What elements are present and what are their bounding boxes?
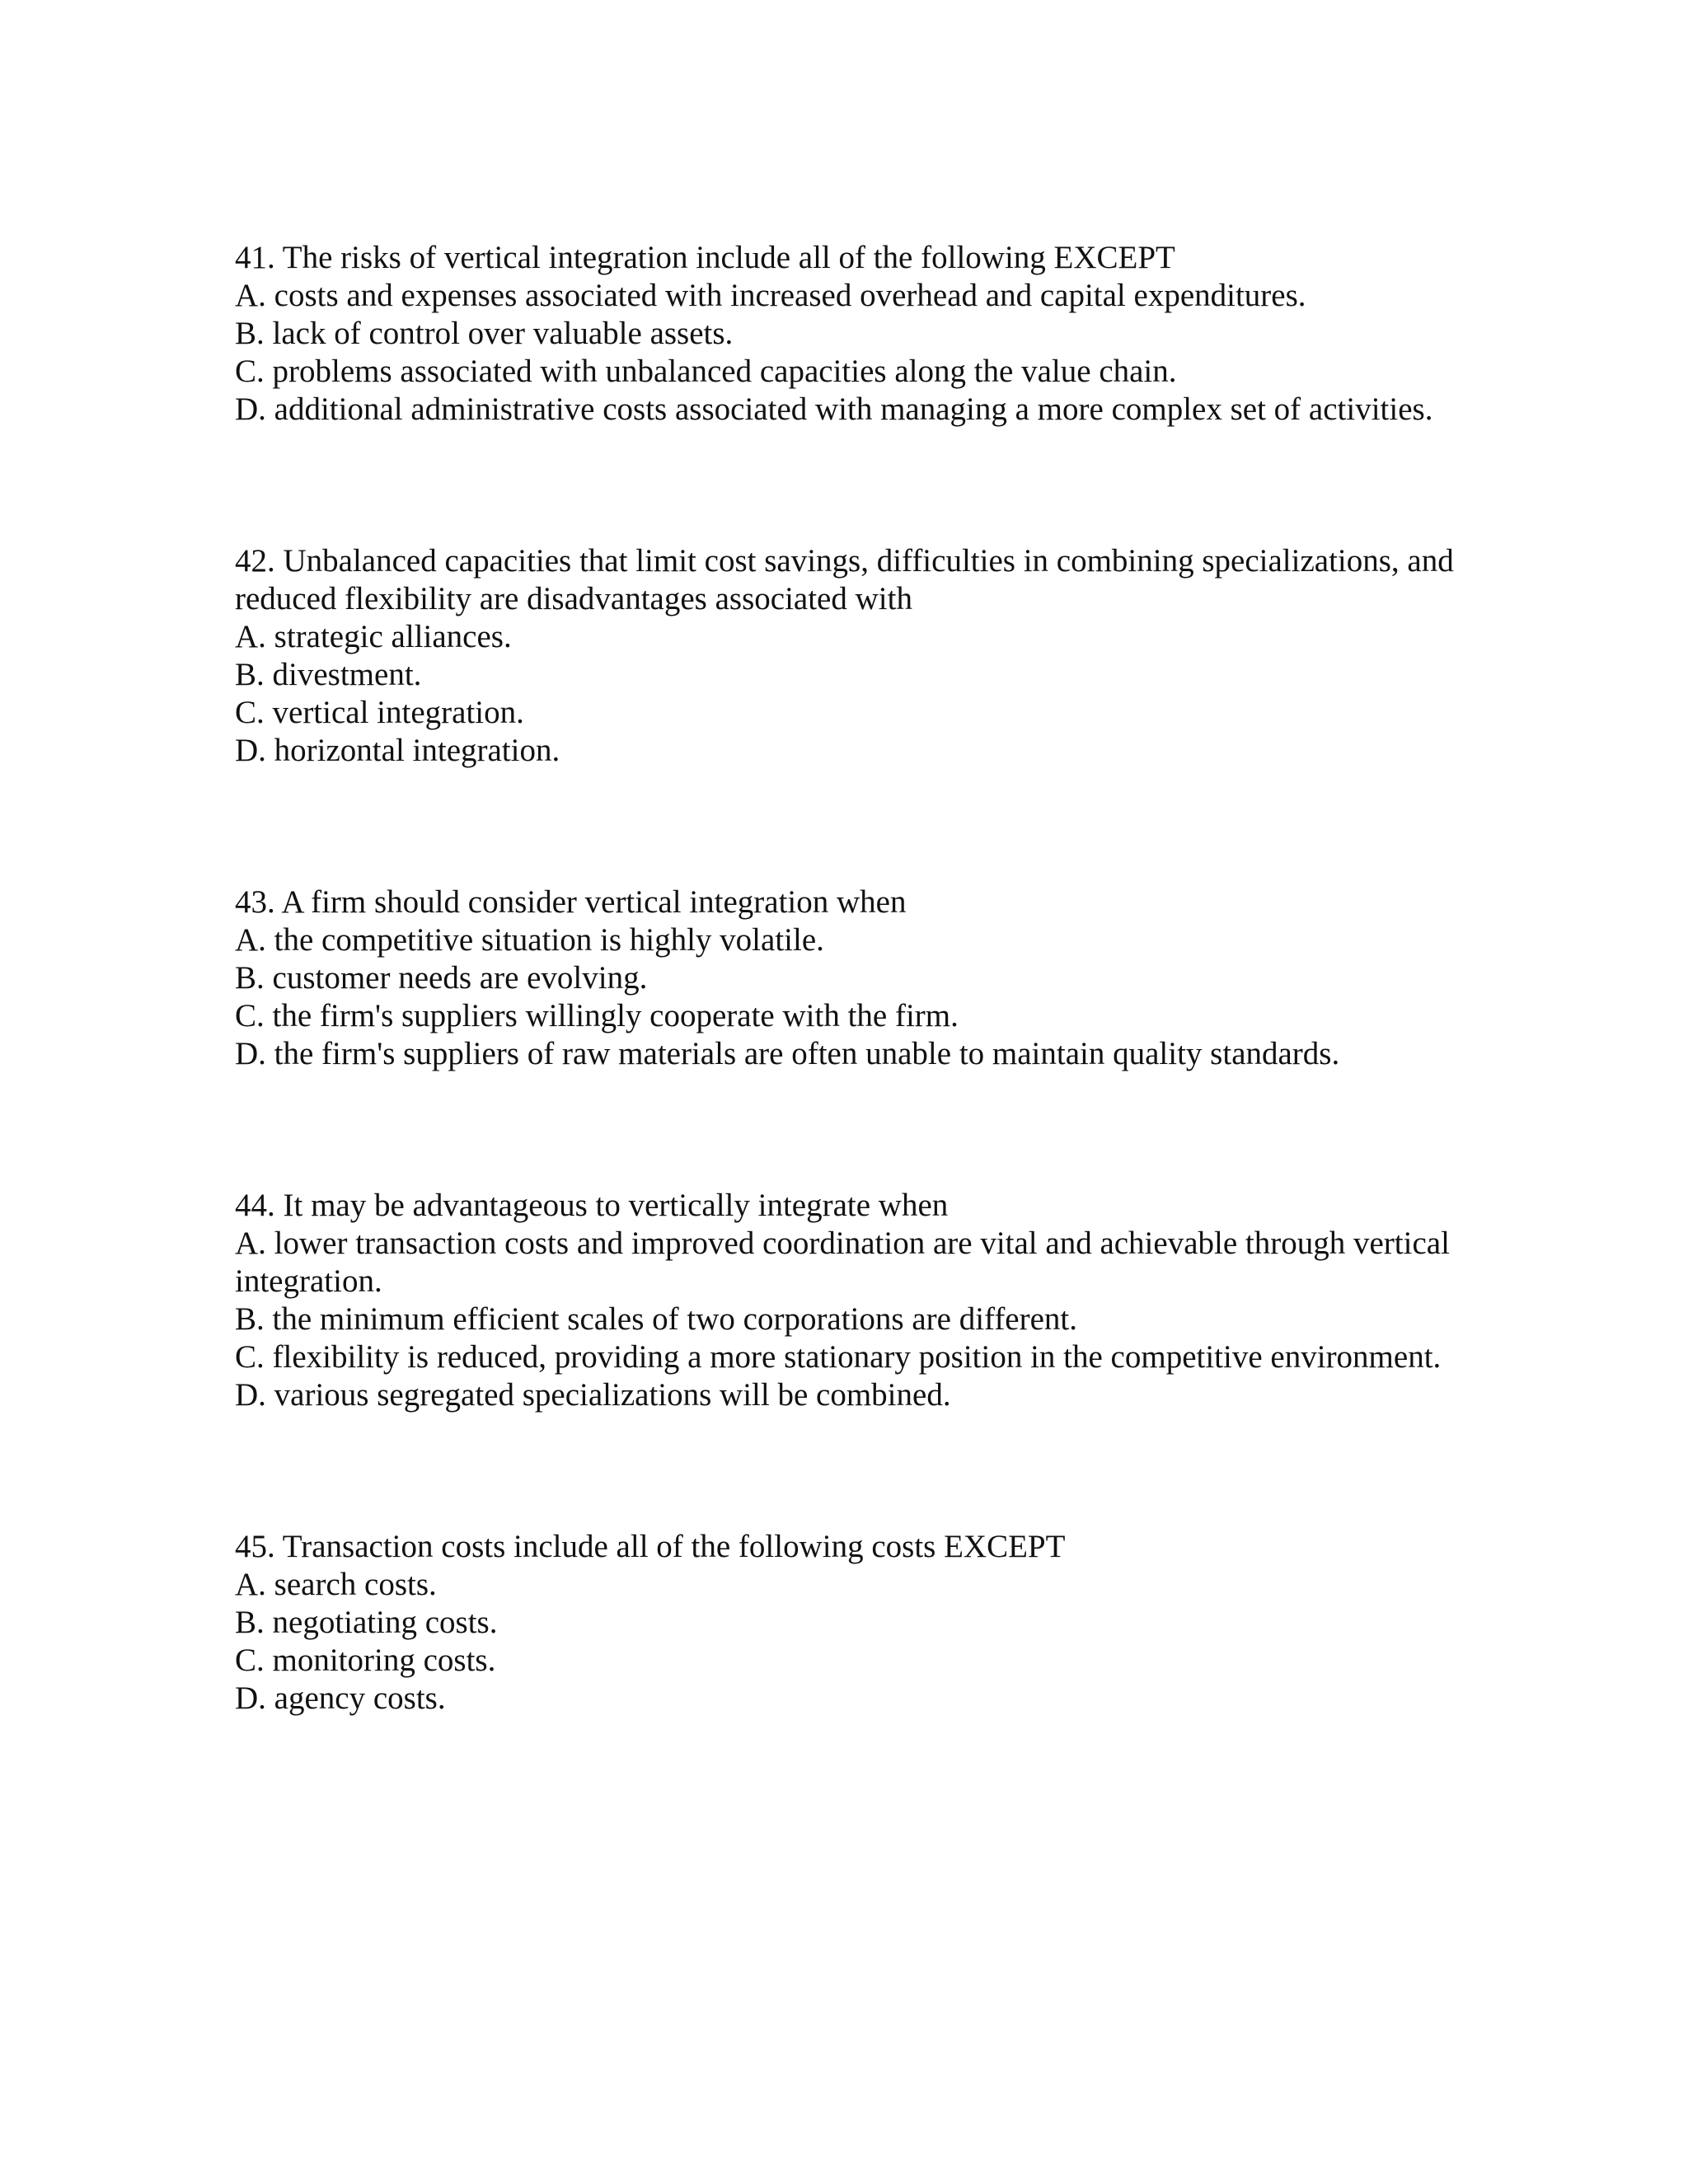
option-d: D. various segregated specializations will be combined. — [235, 1377, 951, 1413]
option-a: A. costs and expenses associated with increased overhead and capital expenditures. — [235, 278, 1306, 313]
option-d: D. the firm's suppliers of raw materials are often unable to maintain quality standards. — [235, 1036, 1340, 1071]
option-a: A. the competitive situation is highly volatile. — [235, 922, 824, 958]
option-b: B. negotiating costs. — [235, 1605, 498, 1640]
question-stem: 43. A firm should consider vertical integration when — [235, 884, 907, 920]
question-42 — [235, 542, 1504, 770]
option-c: C. monitoring costs. — [235, 1643, 496, 1678]
option-c: C. vertical integration. — [235, 695, 524, 730]
question-stem: 45. Transaction costs include all of the following costs EXCEPT — [235, 1529, 1066, 1564]
question-45 — [235, 1528, 1504, 1718]
option-b: B. divestment. — [235, 657, 422, 692]
option-c: C. flexibility is reduced, providing a more stationary position in the competitive environment. — [235, 1339, 1442, 1375]
option-a: A. search costs. — [235, 1567, 437, 1602]
question-44 — [235, 1187, 1504, 1414]
question-stem: 44. It may be advantageous to vertically integrate when — [235, 1188, 949, 1223]
question-stem: 41. The risks of vertical integration include all of the following EXCEPT — [235, 240, 1175, 275]
question-43 — [235, 883, 1504, 1073]
option-c: C. the firm's suppliers willingly cooperate with the firm. — [235, 998, 959, 1033]
option-d: D. agency costs. — [235, 1680, 446, 1716]
option-b: B. lack of control over valuable assets. — [235, 316, 734, 351]
option-d: D. horizontal integration. — [235, 733, 560, 768]
question-41 — [235, 239, 1504, 429]
option-b: B. customer needs are evolving. — [235, 960, 648, 996]
option-b: B. the minimum efficient scales of two corporations are different. — [235, 1301, 1077, 1337]
option-c: C. problems associated with unbalanced capacities along the value chain. — [235, 354, 1177, 389]
option-a: A. strategic alliances. — [235, 619, 512, 654]
question-stem: 42. Unbalanced capacities that limit cost savings, difficulties in combining specializations, and reduced flexibility are disadvantages associated with — [235, 543, 1454, 616]
option-d: D. additional administrative costs associated with managing a more complex set of activities. — [235, 391, 1433, 427]
option-a: A. lower transaction costs and improved coordination are vital and achievable through vertical integration. — [235, 1226, 1450, 1299]
